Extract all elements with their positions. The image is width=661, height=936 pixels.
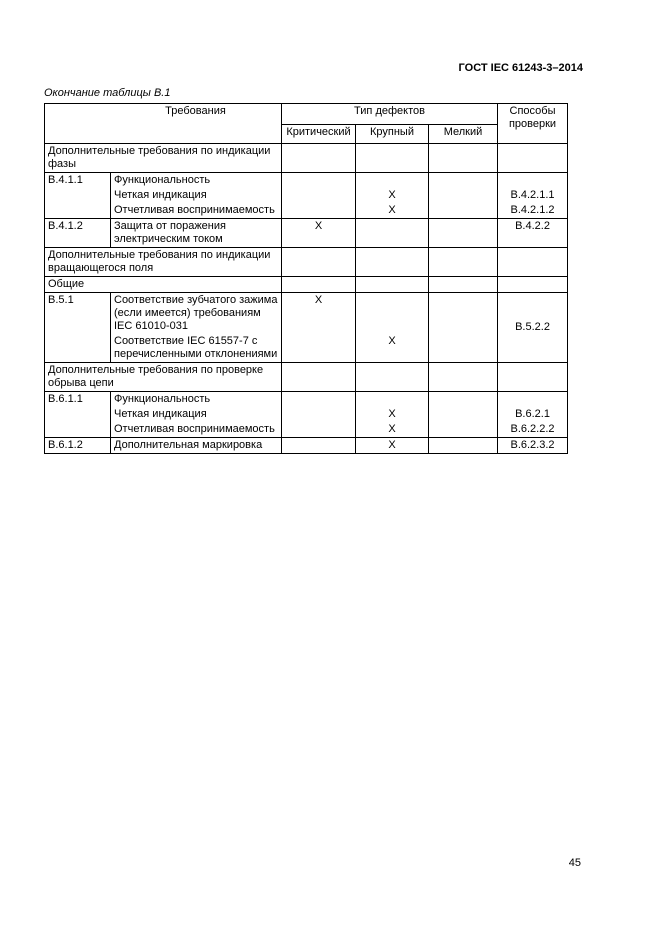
col-header-major: Крупный	[356, 125, 429, 144]
requirement-text: Отчетливая воспринимаемость	[111, 203, 282, 219]
col-header-critical: Критический	[282, 125, 356, 144]
empty-cell	[356, 144, 429, 173]
row-code: В.4.1.2	[45, 219, 111, 248]
method-ref: В.4.2.2	[498, 219, 568, 248]
method-ref: В.5.2.2	[498, 293, 568, 363]
requirement-text: Четкая индикация	[111, 407, 282, 422]
empty-cell	[498, 392, 568, 408]
empty-cell	[356, 248, 429, 277]
empty-cell	[282, 407, 356, 422]
empty-cell	[429, 144, 498, 173]
defect-mark-major: X	[356, 203, 429, 219]
empty-cell	[429, 422, 498, 438]
row-code: В.6.1.2	[45, 438, 111, 454]
method-ref: В.4.2.1.1	[498, 188, 568, 203]
empty-cell	[356, 392, 429, 408]
empty-cell	[429, 277, 498, 293]
section-row-rotating-field	[45, 248, 568, 277]
empty-cell	[498, 363, 568, 392]
requirement-text: Функциональность	[111, 173, 282, 189]
empty-cell	[498, 248, 568, 277]
section-row-circuit-break	[45, 363, 568, 392]
row-b411-line3	[45, 203, 568, 219]
row-b611-line2	[45, 407, 568, 422]
empty-cell	[356, 219, 429, 248]
row-b411	[45, 173, 568, 189]
empty-cell	[282, 144, 356, 173]
empty-cell	[356, 293, 429, 335]
row-b611	[45, 392, 568, 408]
empty-cell	[282, 422, 356, 438]
empty-cell	[429, 407, 498, 422]
empty-cell	[498, 144, 568, 173]
section-title: Дополнительные требования по индикации вращающегося поля	[45, 248, 282, 277]
row-b612	[45, 438, 568, 454]
col-header-requirements: Требования	[45, 104, 282, 144]
section-title: Общие	[45, 277, 282, 293]
row-b411-line2	[45, 188, 568, 203]
defect-mark-major: X	[356, 407, 429, 422]
empty-cell	[282, 277, 356, 293]
empty-cell	[429, 248, 498, 277]
empty-cell	[282, 334, 356, 363]
defect-mark-major: X	[356, 422, 429, 438]
section-row-phase	[45, 144, 568, 173]
empty-cell	[429, 173, 498, 189]
empty-cell	[282, 438, 356, 454]
col-header-defect-types: Тип дефектов	[282, 104, 498, 125]
defect-mark-major: X	[356, 438, 429, 454]
empty-cell	[282, 248, 356, 277]
section-title: Дополнительные требования по проверке обрыва цепи	[45, 363, 282, 392]
requirement-text: Функциональность	[111, 392, 282, 408]
method-ref: В.4.2.1.2	[498, 203, 568, 219]
empty-cell	[282, 392, 356, 408]
page-number: 45	[568, 857, 581, 869]
table-header-row-1	[45, 104, 568, 125]
table-caption: Окончание таблицы В.1	[44, 87, 171, 99]
defects-table	[44, 103, 568, 454]
section-title: Дополнительные требования по индикации фазы	[45, 144, 282, 173]
row-code: В.6.1.1	[45, 392, 111, 438]
method-ref: В.6.2.2.2	[498, 422, 568, 438]
method-ref: В.6.2.3.2	[498, 438, 568, 454]
section-row-general	[45, 277, 568, 293]
row-code: В.5.1	[45, 293, 111, 363]
empty-cell	[429, 203, 498, 219]
row-b51-line2	[45, 334, 568, 363]
requirement-text: Соответствие зубчатого зажима (если имеется) требованиям IEC 61010-031	[111, 293, 282, 335]
empty-cell	[429, 293, 498, 335]
requirement-text: Четкая индикация	[111, 188, 282, 203]
defect-mark-major: X	[356, 334, 429, 363]
empty-cell	[282, 203, 356, 219]
col-header-methods: Способы проверки	[498, 104, 568, 144]
empty-cell	[356, 363, 429, 392]
requirement-text: Соответствие IEC 61557-7 с перечисленными отклонениями	[111, 334, 282, 363]
defect-mark-critical: X	[282, 293, 356, 335]
empty-cell	[429, 334, 498, 363]
empty-cell	[498, 277, 568, 293]
row-b412	[45, 219, 568, 248]
empty-cell	[429, 219, 498, 248]
empty-cell	[429, 188, 498, 203]
empty-cell	[282, 188, 356, 203]
col-header-minor: Мелкий	[429, 125, 498, 144]
empty-cell	[356, 277, 429, 293]
document-header: ГОСТ IEC 61243-3–2014	[458, 62, 583, 74]
defect-mark-critical: X	[282, 219, 356, 248]
row-b611-line3	[45, 422, 568, 438]
empty-cell	[282, 173, 356, 189]
defect-mark-major: X	[356, 188, 429, 203]
empty-cell	[498, 173, 568, 189]
empty-cell	[429, 438, 498, 454]
method-ref: В.6.2.1	[498, 407, 568, 422]
row-b51	[45, 293, 568, 335]
empty-cell	[356, 173, 429, 189]
empty-cell	[429, 392, 498, 408]
requirement-text: Отчетливая воспринимаемость	[111, 422, 282, 438]
requirement-text: Дополнительная маркировка	[111, 438, 282, 454]
empty-cell	[282, 363, 356, 392]
empty-cell	[429, 363, 498, 392]
requirement-text: Защита от поражения электрическим током	[111, 219, 282, 248]
row-code: В.4.1.1	[45, 173, 111, 219]
